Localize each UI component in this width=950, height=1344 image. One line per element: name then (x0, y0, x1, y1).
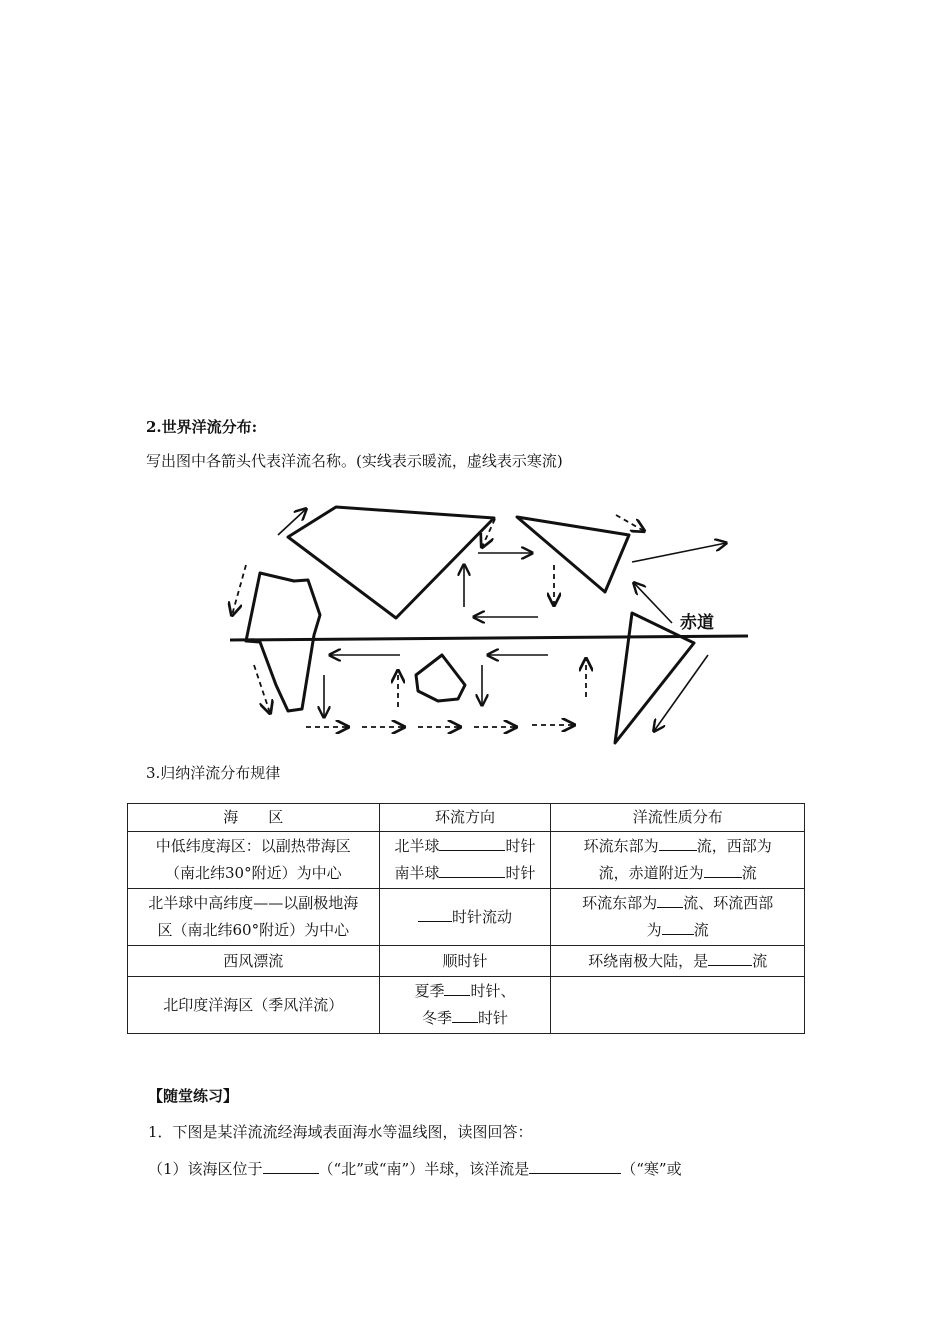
blank-field[interactable] (659, 834, 697, 851)
arrow-cold-5 (254, 665, 270, 713)
blank-field[interactable] (444, 979, 470, 996)
blank-field[interactable] (704, 861, 742, 878)
header-property: 洋流性质分布 (551, 804, 805, 832)
table-row (128, 977, 805, 1034)
region-cell: 西风漂流 (128, 946, 380, 977)
blank-field[interactable] (708, 949, 752, 966)
section-2-instruction: 写出图中各箭头代表洋流名称。(实线表示暖流，虚线表示寒流) (146, 452, 563, 470)
table-header-row (128, 804, 805, 832)
ocean-current-rules-table (127, 803, 805, 1034)
practice-question-1-1: （1）该海区位于 （“北”或“南”）半球，该洋流是 （“寒”或 (148, 1157, 682, 1179)
blank-field[interactable] (657, 891, 683, 908)
continent-north-large (288, 507, 494, 618)
table-row (128, 889, 805, 946)
blank-field[interactable] (263, 1157, 319, 1174)
region-cell: 中低纬度海区：以副热带海区 （南北纬30°附近）为中心 (128, 832, 380, 889)
blank-field[interactable] (662, 918, 694, 935)
section-3-title: 3.归纳洋流分布规律 (146, 764, 281, 782)
direction-cell: 北半球 时针 南半球 时针 (379, 832, 551, 889)
header-direction: 环流方向 (379, 804, 551, 832)
blank-field[interactable] (418, 905, 452, 922)
direction-cell: 夏季 时针、 冬季 时针 (379, 977, 551, 1034)
continent-north-right (517, 517, 629, 592)
practice-title: 【随堂练习】 (148, 1087, 239, 1105)
header-region: 海 区 (128, 804, 380, 832)
blank-field[interactable] (439, 834, 505, 851)
property-cell: 环流东部为 流，西部为 流，赤道附近为 流 (551, 832, 805, 889)
equator-label: 赤道 (680, 613, 714, 633)
arrow-warm-11 (654, 655, 708, 731)
continent-left (246, 573, 320, 711)
continent-small (416, 655, 465, 701)
table-row (128, 946, 805, 977)
arrow-cold-4 (232, 565, 246, 615)
arrow-warm-5 (632, 543, 726, 562)
property-cell: 环流东部为 流、环流西部 为 流 (551, 889, 805, 946)
region-cell: 北印度洋海区（季风洋流） (128, 977, 380, 1034)
ocean-current-diagram (220, 495, 760, 750)
region-cell: 北半球中高纬度——以副极地海 区（南北纬60°附近）为中心 (128, 889, 380, 946)
blank-field[interactable] (439, 861, 505, 878)
table-row (128, 832, 805, 889)
arrow-warm-1 (278, 509, 306, 535)
blank-field[interactable] (529, 1157, 621, 1174)
direction-cell: 顺时针 (379, 946, 551, 977)
practice-question-1: 1．下图是某洋流流经海域表面海水等温线图，读图回答： (148, 1123, 533, 1141)
arrow-cold-3 (616, 515, 644, 531)
blank-field[interactable] (452, 1006, 478, 1023)
direction-cell: 时针流动 (379, 889, 551, 946)
equator-line (230, 636, 748, 640)
property-cell (551, 977, 805, 1034)
section-2-title: 2.世界洋流分布: (146, 418, 258, 436)
property-cell: 环绕南极大陆，是 流 (551, 946, 805, 977)
